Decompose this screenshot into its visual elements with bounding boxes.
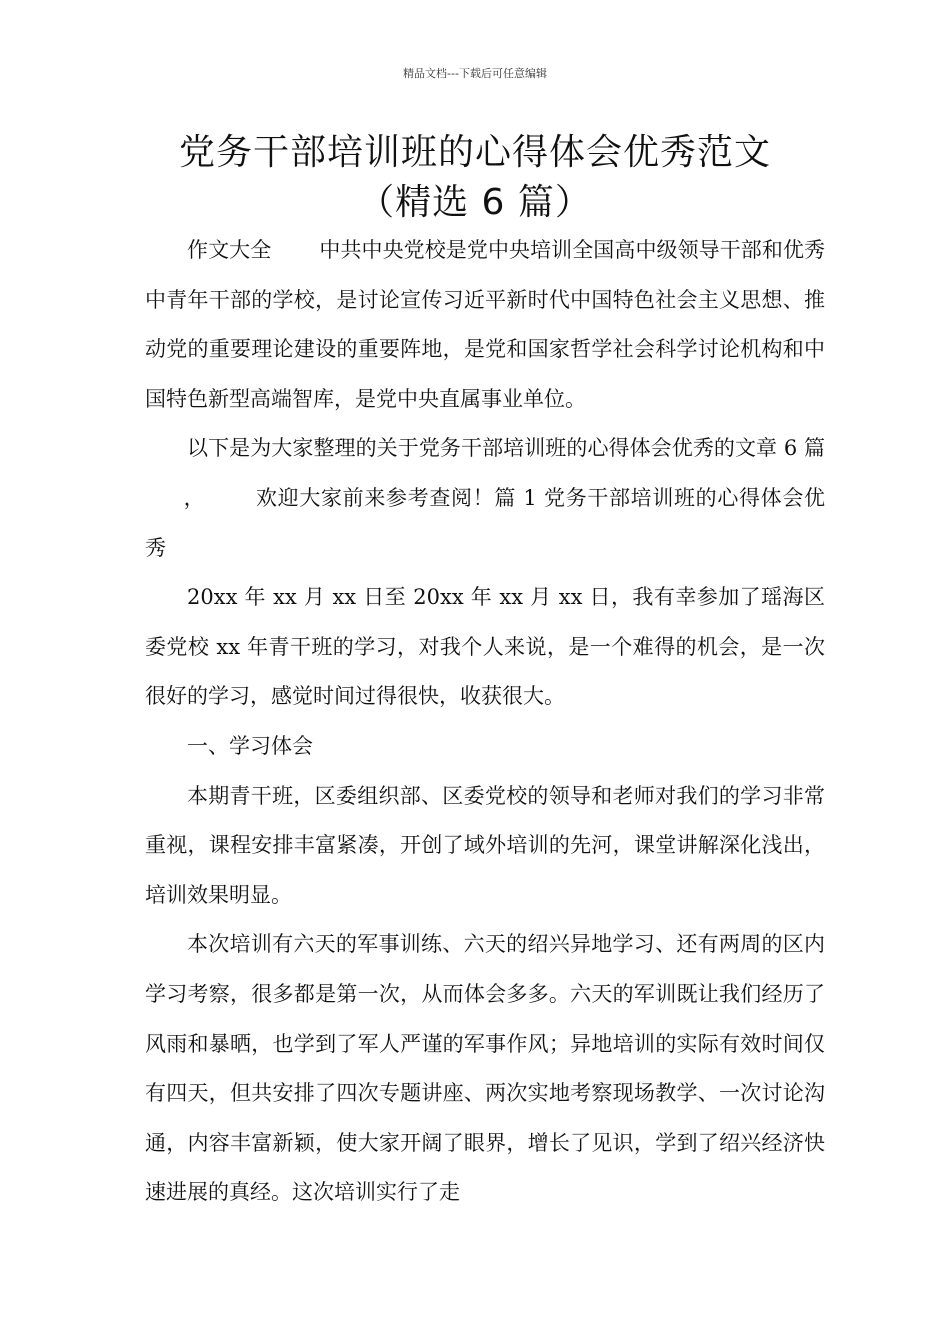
overview-text-b: ，: [183, 485, 206, 510]
document-body: [145, 226, 825, 1218]
overview-text-a: 以下是为大家整理的关于党务干部培训班的心得体会优秀的文章 6 篇: [187, 436, 825, 461]
page-header: 精品文档---下载后可任意编辑: [403, 67, 547, 80]
title-line-1: 党务干部培训班的心得体会优秀范文: [178, 132, 771, 173]
paragraph-course: 本期青干班，区委组织部、区委党校的领导和老师对我们的学习非常重视，课程安排丰富紧凑，开创了域外培训的先河，课堂讲解深化浅出，培训效果明显。: [145, 783, 825, 907]
document-title: [100, 128, 850, 228]
section-heading: 一、学习体会: [187, 733, 313, 758]
intro-text: 中共中央党校是党中央培训全国高中级领导干部和优秀中青年干部的学校，是讨论宣传习近平新时代中国特色社会主义思想、推动党的重要理论建设的重要阵地，是党和国家哲学社会科学讨论机构和中国特色新型高端智库，是党中央直属事业单位。: [145, 238, 826, 411]
intro-lead: 作文大全: [187, 238, 272, 262]
paragraph-dates: 20xx 年 xx 月 xx 日至 20xx 年 xx 月 xx 日，我有幸参加了瑶海区委党校 xx 年青干班的学习，对我个人来说，是一个难得的机会，是一次很好的学习，感觉时间过得很快，收获很大。: [145, 585, 825, 709]
overview-text-c: 欢迎大家前来参考查阅！篇 1 党务干部培训班的心得体会优秀: [145, 485, 826, 560]
paragraph-training: 本次培训有六天的军事训练、六天的绍兴异地学习、还有两周的区内学习考察，很多都是第一次，从而体会多多。六天的军训既让我们经历了风雨和暴晒，也学到了军人严谨的军事作风；异地培训的实际有效时间仅有四天，但共安排了四次专题讲座、两次实地考察现场教学、一次讨论沟通，内容丰富新颖，使大家开阔了眼界，增长了见识，学到了绍兴经济快速进展的真经。这次培训实行了走: [145, 932, 825, 1205]
paragraph-overview: [145, 424, 825, 573]
title-line-2: （精选 6 篇）: [358, 182, 592, 223]
paragraph-intro: [145, 226, 825, 424]
